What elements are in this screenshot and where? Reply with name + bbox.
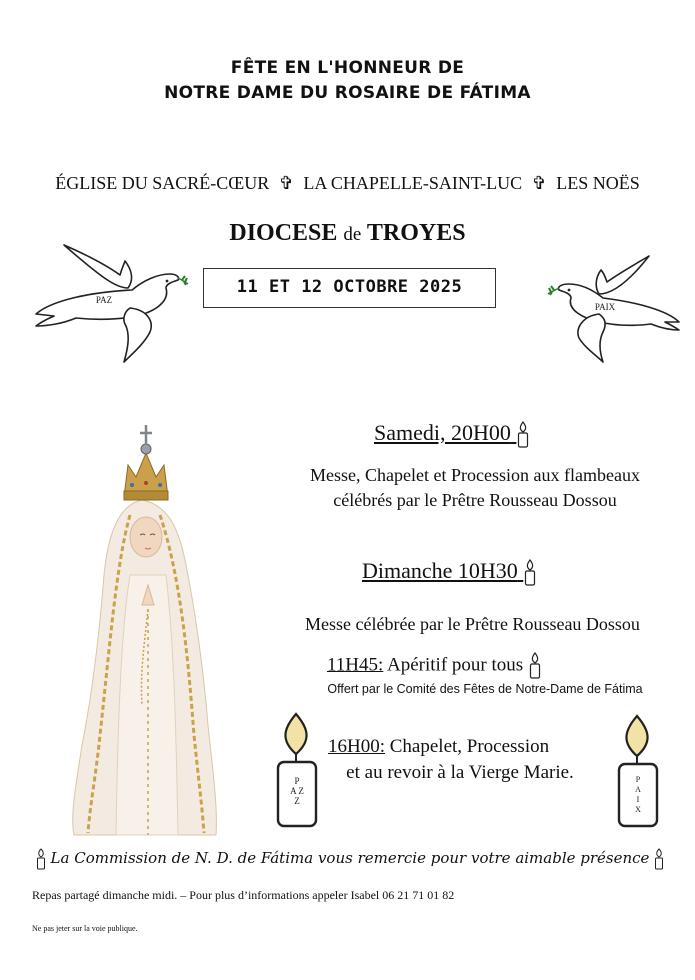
sunday-heading-text: Dimanche 10H30 [362, 558, 518, 583]
svg-text:A: A [635, 785, 641, 794]
offert-line: Offert par le Comité des Fêtes de Notre-Dame de Fátima [327, 682, 643, 696]
event-date: 11 ET 12 OCTOBRE 2025 [236, 277, 463, 297]
final-line-2: et au revoir à la Vierge Marie. [346, 762, 574, 783]
svg-text:P: P [294, 776, 300, 786]
saturday-line-1: Messe, Chapelet et Procession aux flambeaux [310, 465, 640, 485]
title-line-2: NOTRE DAME DU ROSAIRE DE FÁTIMA [164, 83, 531, 103]
date-box [203, 268, 496, 308]
church-chapelle: LA CHAPELLE-SAINT-LUC [303, 173, 523, 193]
aperitif-text: Apéritif pour tous [387, 654, 524, 676]
sunday-mass-line: Messe célébrée par le Prêtre Rousseau Dossou [305, 614, 640, 634]
dove-left-icon [32, 240, 192, 368]
svg-text:I: I [636, 795, 640, 804]
aperitif-time: 11H45: [327, 654, 384, 676]
repas-info: Repas partagé dimanche midi. – Pour plus d’informations appeler Isabel 06 21 71 01 82 [32, 888, 455, 902]
cross-icon: ✞ [531, 173, 547, 193]
ne-pas-jeter: Ne pas jeter sur la voie publique. [32, 924, 138, 933]
church-sacre-coeur: ÉGLISE DU SACRÉ-CŒUR [55, 173, 270, 193]
final-text: Chapelet, Procession [389, 736, 550, 757]
saturday-line-2: célébrés par le Prêtre Rousseau Dossou [333, 490, 617, 510]
svg-text:Z: Z [294, 796, 300, 806]
aperitif-line [327, 652, 542, 680]
final-time: 16H00: [328, 736, 385, 757]
saturday-heading [374, 420, 530, 449]
candle-icon [516, 421, 530, 449]
commission-text: La Commission de N. D. de Fátima vous remercie pour votre aimable présence [50, 849, 650, 867]
saturday-heading-text: Samedi, 20H00 [374, 420, 511, 445]
title-line-1: FÊTE EN L'HONNEUR DE [230, 58, 465, 78]
candle-icon [36, 848, 46, 870]
svg-text:A Z: A Z [290, 786, 304, 796]
sunday-heading [362, 558, 537, 587]
commission-thanks [30, 848, 670, 870]
virgin-mary-statue [70, 405, 220, 840]
svg-text:P: P [635, 775, 641, 784]
diocese-troyes: TROYES [366, 220, 466, 246]
candle-icon [528, 652, 542, 680]
svg-text:X: X [635, 805, 641, 814]
candle-icon [523, 559, 537, 587]
dove-right-label: PAIX [594, 302, 616, 312]
cross-icon: ✞ [278, 173, 294, 193]
saturday-description [250, 463, 695, 513]
diocese-word: DIOCESE [229, 220, 338, 246]
candle-icon [654, 848, 664, 870]
dove-right-icon [545, 252, 683, 364]
final-line [328, 736, 549, 758]
dove-left-label: PAZ [95, 295, 113, 305]
church-noes: LES NOËS [556, 173, 640, 193]
churches-line [0, 173, 695, 194]
diocese-de: de [343, 224, 362, 245]
